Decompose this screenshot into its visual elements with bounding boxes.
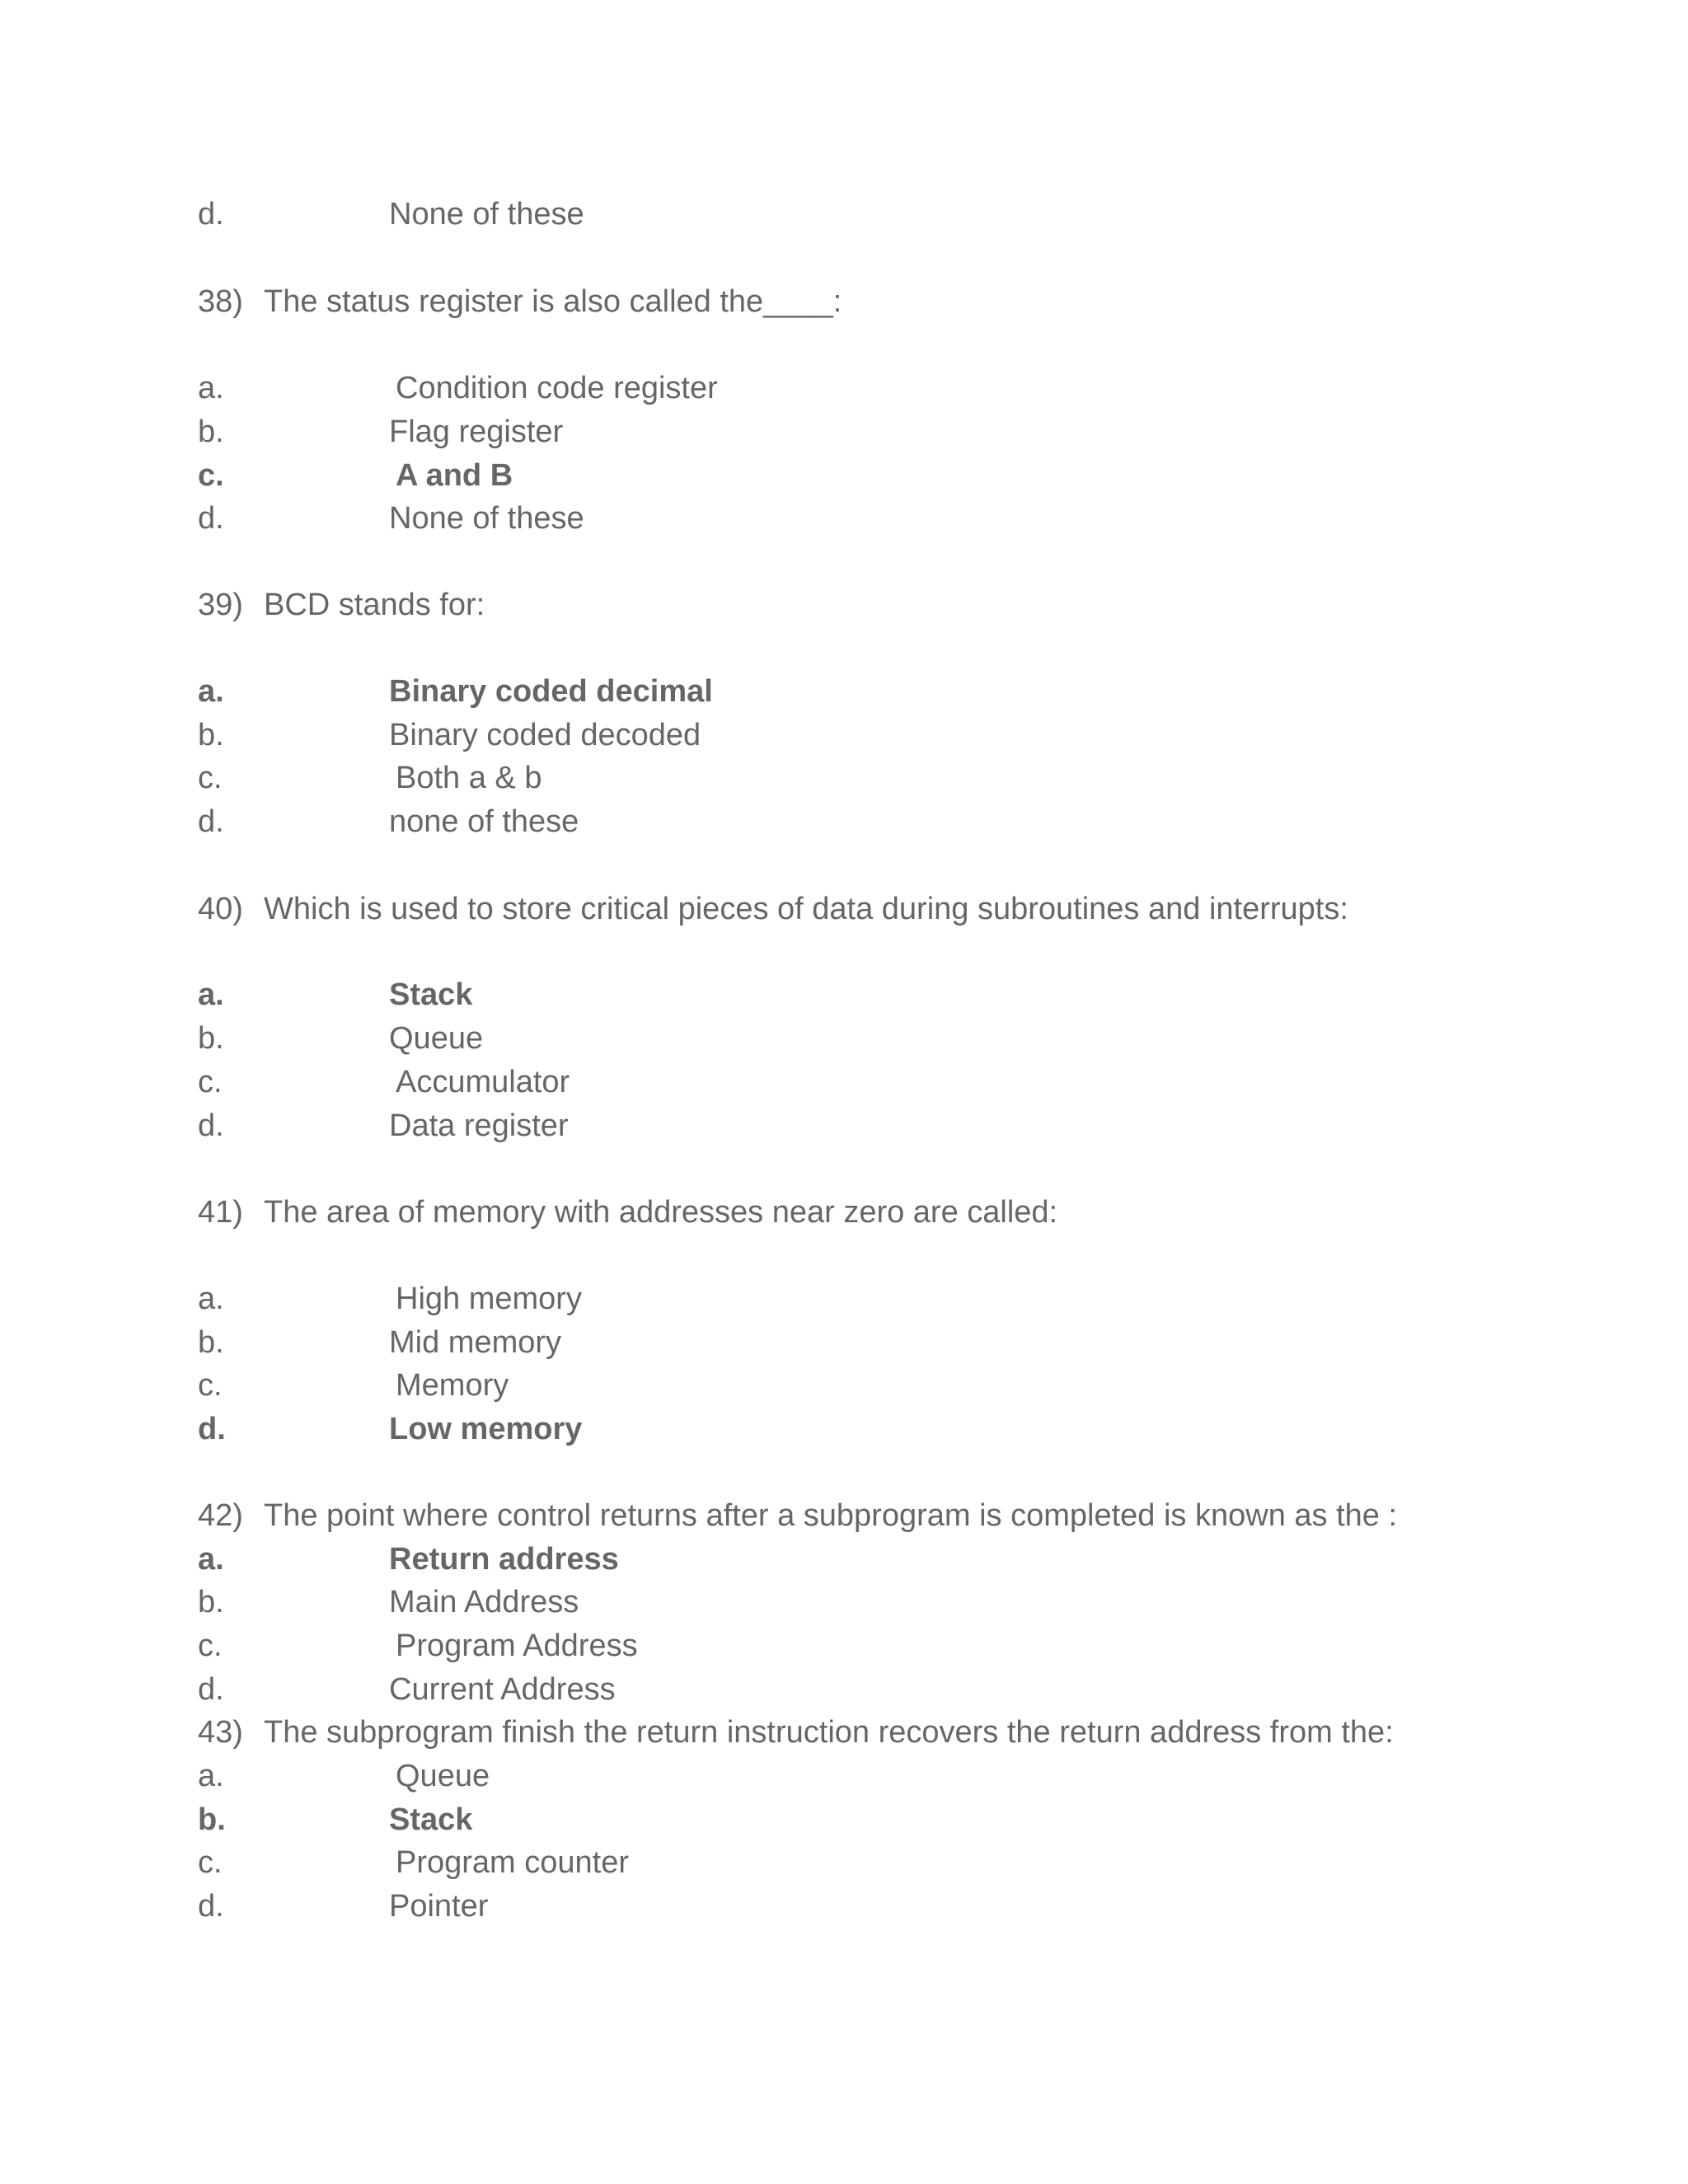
- option-text: none of these: [389, 804, 579, 839]
- option-letter: d.: [198, 1672, 224, 1707]
- option-text: Low memory: [389, 1412, 583, 1446]
- option-text: Binary coded decoded: [389, 718, 701, 752]
- option-letter: d.: [198, 197, 224, 232]
- option-letter: c.: [198, 1368, 223, 1403]
- question-number: 41): [198, 1195, 243, 1230]
- option-text: High memory: [396, 1282, 582, 1316]
- question-number: 39): [198, 588, 243, 622]
- question-number: 43): [198, 1715, 243, 1750]
- option-letter: d.: [198, 501, 224, 536]
- option-letter: b.: [198, 415, 224, 449]
- option-text: Program counter: [396, 1845, 630, 1880]
- option-letter: b.: [198, 1802, 226, 1837]
- option-text: Queue: [389, 1021, 484, 1056]
- question-text: The status register is also called the____:: [264, 284, 842, 319]
- option-letter: a.: [198, 1542, 224, 1577]
- option-text: Main Address: [389, 1585, 579, 1619]
- question-number: 42): [198, 1498, 243, 1533]
- question-text: BCD stands for:: [264, 588, 485, 622]
- option-letter: d.: [198, 1889, 224, 1924]
- option-letter: b.: [198, 718, 224, 752]
- option-text: Flag register: [389, 415, 564, 449]
- option-text: Data register: [389, 1108, 569, 1143]
- question-text: The area of memory with addresses near zero are called:: [264, 1195, 1058, 1230]
- option-letter: b.: [198, 1585, 224, 1619]
- option-text: A and B: [396, 458, 513, 493]
- option-text: Stack: [389, 977, 473, 1012]
- option-letter: d.: [198, 804, 224, 839]
- option-letter: c.: [198, 1845, 223, 1880]
- option-letter: b.: [198, 1021, 224, 1056]
- option-letter: d.: [198, 1108, 224, 1143]
- option-letter: a.: [198, 977, 224, 1012]
- option-text: None of these: [389, 197, 584, 232]
- option-text: Queue: [396, 1759, 490, 1793]
- option-letter: d.: [198, 1412, 226, 1446]
- option-text: Accumulator: [396, 1065, 570, 1099]
- option-letter: c.: [198, 458, 224, 493]
- option-letter: a.: [198, 1759, 224, 1793]
- option-text: Stack: [389, 1802, 473, 1837]
- option-letter: a.: [198, 674, 224, 709]
- option-text: Binary coded decimal: [389, 674, 713, 709]
- question-number: 40): [198, 892, 243, 926]
- question-number: 38): [198, 284, 243, 319]
- option-letter: c.: [198, 1629, 223, 1663]
- option-text: Pointer: [389, 1889, 489, 1924]
- question-text: Which is used to store critical pieces of data during subroutines and interrupts:: [264, 892, 1348, 926]
- option-text: Program Address: [396, 1629, 638, 1663]
- option-letter: c.: [198, 761, 223, 795]
- option-letter: a.: [198, 1282, 224, 1316]
- option-text: Condition code register: [396, 371, 718, 405]
- option-letter: c.: [198, 1065, 223, 1099]
- option-text: Mid memory: [389, 1325, 562, 1360]
- option-text: None of these: [389, 501, 584, 536]
- option-text: Memory: [396, 1368, 509, 1403]
- question-text: The subprogram finish the return instruction recovers the return address from the:: [264, 1715, 1394, 1750]
- option-letter: b.: [198, 1325, 224, 1360]
- option-text: Both a & b: [396, 761, 542, 795]
- option-text: Return address: [389, 1542, 619, 1577]
- option-text: Current Address: [389, 1672, 616, 1707]
- question-text: The point where control returns after a subprogram is completed is known as the :: [264, 1498, 1398, 1533]
- option-letter: a.: [198, 371, 224, 405]
